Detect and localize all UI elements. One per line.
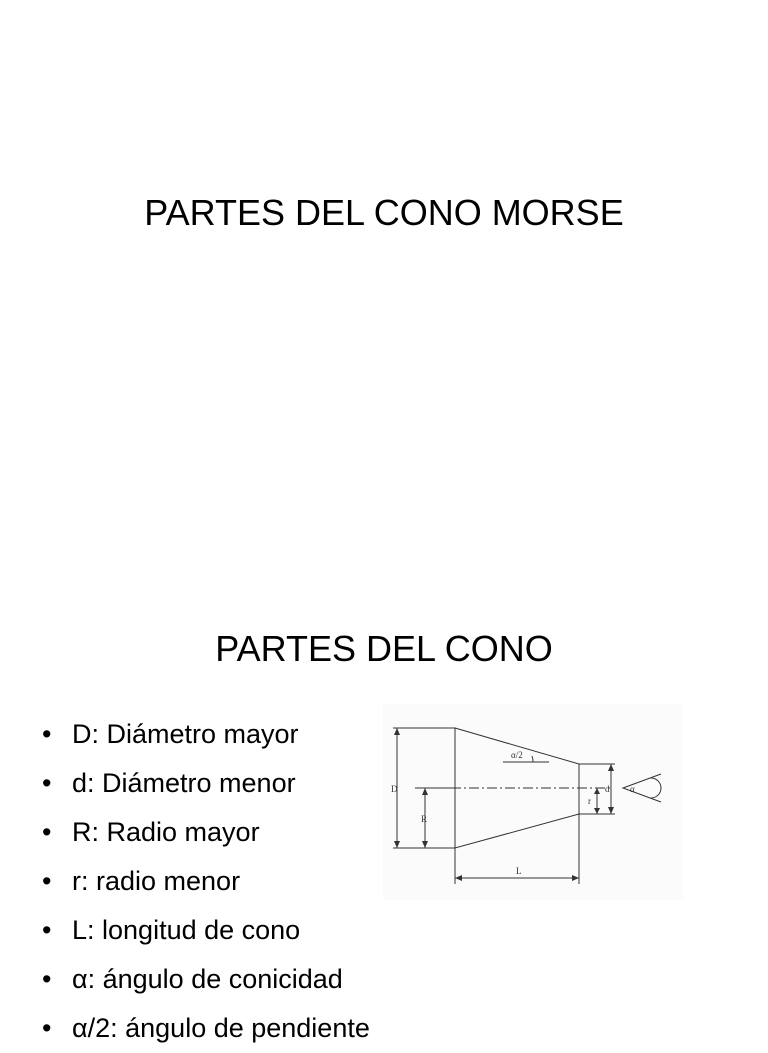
bullet-list — [42, 710, 370, 1053]
label-L: L — [516, 866, 522, 876]
bullet-text: r: radio menor — [72, 866, 241, 896]
slide-title: PARTES DEL CONO MORSE — [144, 192, 624, 233]
alpha-angle — [623, 774, 661, 802]
bullet-text: L: longitud de cono — [72, 915, 301, 945]
cone-diagram — [383, 704, 683, 900]
bullet-text: D: Diámetro mayor — [72, 719, 299, 749]
list-item — [42, 808, 370, 857]
list-item — [42, 710, 370, 759]
bullet-icon: • — [42, 1013, 52, 1043]
label-D: D — [391, 784, 398, 794]
label-r: r — [588, 796, 591, 806]
list-item — [42, 906, 370, 955]
label-R: R — [421, 814, 428, 824]
bullet-text: α: ángulo de conicidad — [72, 964, 343, 994]
slide-title: PARTES DEL CONO — [215, 628, 553, 669]
bullet-text: d: Diámetro menor — [72, 768, 296, 798]
list-item — [42, 955, 370, 1004]
list-item — [42, 1004, 370, 1053]
slide-2 — [0, 576, 768, 1043]
bullet-icon: • — [42, 768, 52, 798]
label-d: d — [605, 784, 610, 794]
list-item — [42, 857, 370, 906]
bullet-icon: • — [42, 719, 52, 749]
bullet-icon: • — [42, 964, 52, 994]
bullet-icon: • — [42, 915, 52, 945]
list-item — [42, 759, 370, 808]
bullet-text: R: Radio mayor — [72, 817, 260, 847]
label-alpha-half: α/2 — [511, 750, 523, 760]
bullet-icon: • — [42, 866, 52, 896]
label-alpha: α — [630, 784, 635, 794]
bullet-text: α/2: ángulo de pendiente — [72, 1013, 370, 1043]
bullet-icon: • — [42, 817, 52, 847]
cone-diagram-svg — [383, 704, 683, 900]
